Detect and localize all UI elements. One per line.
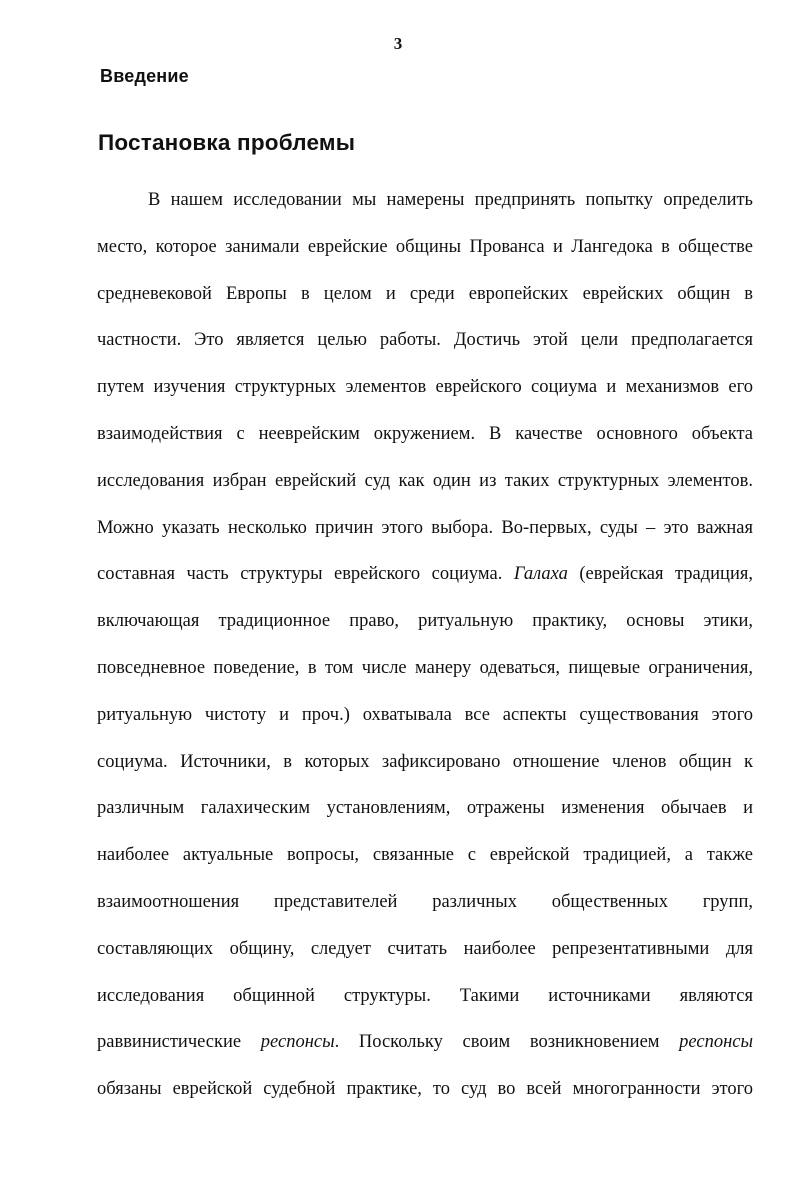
page-number: 3 bbox=[393, 34, 403, 53]
text-line: Можно указать несколько причин этого выбора. Во-первых, суды – это важная bbox=[97, 517, 753, 538]
text-line: взаимоотношения представителей различных общественных групп, bbox=[97, 891, 753, 912]
text-line: ритуальную чистоту и проч.) охватывала все аспекты существования этого bbox=[97, 704, 753, 725]
text-line: раввинистические респонсы. Поскольку своим возникновением респонсы bbox=[97, 1032, 753, 1053]
italic-term: респонсы bbox=[679, 1032, 753, 1053]
text-line: различным галахическим установлениям, отражены изменения обычаев и bbox=[97, 798, 753, 819]
text-line: составная часть структуры еврейского социума. Галаха (еврейская традиция, bbox=[97, 564, 753, 585]
italic-term: Галаха bbox=[513, 564, 568, 585]
text-line: В нашем исследовании мы намерены предпринять попытку определить bbox=[148, 190, 753, 210]
text-line: взаимодействия с нееврейским окружением. В качестве основного объекта bbox=[97, 423, 753, 444]
text-line: средневековой Европы в целом и среди европейских еврейских общин в bbox=[97, 283, 753, 304]
text-line: включающая традиционное право, ритуальную практику, основы этики, bbox=[97, 611, 753, 632]
text-line: составляющих общину, следует считать наиболее репрезентативными для bbox=[97, 938, 753, 959]
italic-term: респонсы bbox=[260, 1032, 335, 1053]
text-line: наиболее актуальные вопросы, связанные с еврейской традицией, а также bbox=[97, 845, 753, 866]
body-paragraph bbox=[97, 177, 753, 1113]
text-line: обязаны еврейской судебной практике, то суд во всей многогранности этого bbox=[97, 1079, 753, 1100]
text-line: исследования общинной структуры. Такими источниками являются bbox=[97, 985, 753, 1006]
text-line: социума. Источники, в которых зафиксировано отношение членов общин к bbox=[97, 751, 753, 772]
text-line: место, которое занимали еврейские общины Прованса и Лангедока в обществе bbox=[97, 236, 753, 257]
text-line: исследования избран еврейский суд как один из таких структурных элементов. bbox=[97, 470, 753, 491]
text-line: частности. Это является целью работы. Достичь этой цели предполагается bbox=[97, 330, 753, 351]
section-heading: Введение bbox=[100, 66, 189, 86]
subsection-title: Постановка проблемы bbox=[98, 130, 356, 155]
text-line: путем изучения структурных элементов еврейского социума и механизмов его bbox=[97, 377, 753, 398]
text-line: повседневное поведение, в том числе манеру одеваться, пищевые ограничения, bbox=[97, 657, 753, 678]
